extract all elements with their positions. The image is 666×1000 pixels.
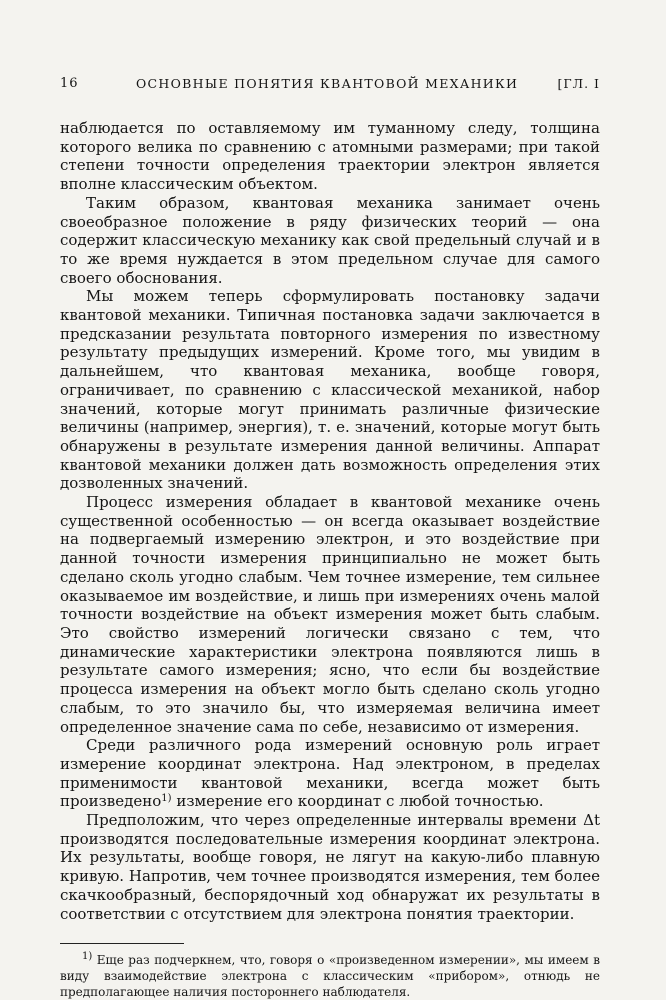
page-number: 16: [60, 76, 79, 91]
chapter-reference: [ГЛ. I: [557, 76, 600, 91]
paragraph-text: Среди различного рода измерений основную роль играет измерение координат электрона. Над электроном, в пределах применимости квантовой механики, всегда может быть произведено: [60, 736, 600, 811]
paragraph: Таким образом, квантовая механика занимает очень своеобразное положение в ряду физических теорий — она содержит классическую механику как свой предельный случай и в то же время нуждается в этом предельном случае для самого своего обоснования.: [60, 193, 600, 287]
running-head: [60, 76, 600, 98]
body-text: [60, 119, 600, 923]
paragraph-with-footnote: [60, 736, 600, 811]
footnote-reference: 1): [161, 793, 172, 805]
footnote-divider: [60, 943, 184, 944]
chapter-title: ОСНОВНЫЕ ПОНЯТИЯ КВАНТОВОЙ МЕХАНИКИ: [136, 76, 519, 91]
footnote-mark: 1): [82, 951, 93, 963]
paragraph: Процесс измерения обладает в квантовой механике очень существенной особенностью — он всегда оказывает воздействие на подвергаемый измерению электрон, и это воздействие при данной точности измерения принципиально не может быть сделано сколь угодно слабым. Чем точнее измерение, тем сильнее оказываемое им воздействие, и лишь при измерениях очень малой точности воздействие на объект измерения может быть слабым. Это свойство измерений логически связано с тем, что динамические характеристики электрона появляются лишь в результате самого измерения; ясно, что если бы воздействие процесса измерения на объект могло быть сделано сколь угодно слабым, то это значило бы, что измеряемая величина имеет определенное значение сама по себе, независимо от измерения.: [60, 493, 600, 736]
footnote-text: Еще раз подчеркнем, что, говоря о «произведенном измерении», мы имеем в виду взаимодействие электрона с классическим «прибором», отнюдь не предполагающее наличия постороннего наблюдателя.: [60, 953, 600, 1000]
paragraph-text-tail: измерение его координат с любой точностью.: [171, 792, 544, 811]
paragraph: Мы можем теперь сформулировать постановку задачи квантовой механики. Типичная постановка задачи заключается в предсказании результата повторного измерения по известному результату предыдущих измерений. Кроме того, мы увидим в дальнейшем, что квантовая механика, вообще говоря, ограничивает, по сравнению с классической механикой, набор значений, которые могут принимать различные физические величины (например, энергия), т. е. значений, которые могут быть обнаружены в результате измерения данной величины. Аппарат квантовой механики должен дать возможность определения этих дозволенных значений.: [60, 287, 600, 493]
paragraph: Предположим, что через определенные интервалы времени Δt производятся последовательные измерения координат электрона. Их результаты, вообще говоря, не лягут на какую-либо плавную кривую. Напротив, чем точнее производятся измерения, тем более скачкообразный, беспорядочный ход обнаружат их результаты в соответствии с отсутствием для электрона понятия траектории.: [60, 811, 600, 923]
footnote: [60, 952, 600, 1000]
paragraph: наблюдается по оставляемому им туманному следу, толщина которого велика по сравнению с атомными размерами; при такой степени точности определения траектории электрон является вполне классическим объектом.: [60, 119, 600, 194]
book-page: [60, 76, 600, 1000]
